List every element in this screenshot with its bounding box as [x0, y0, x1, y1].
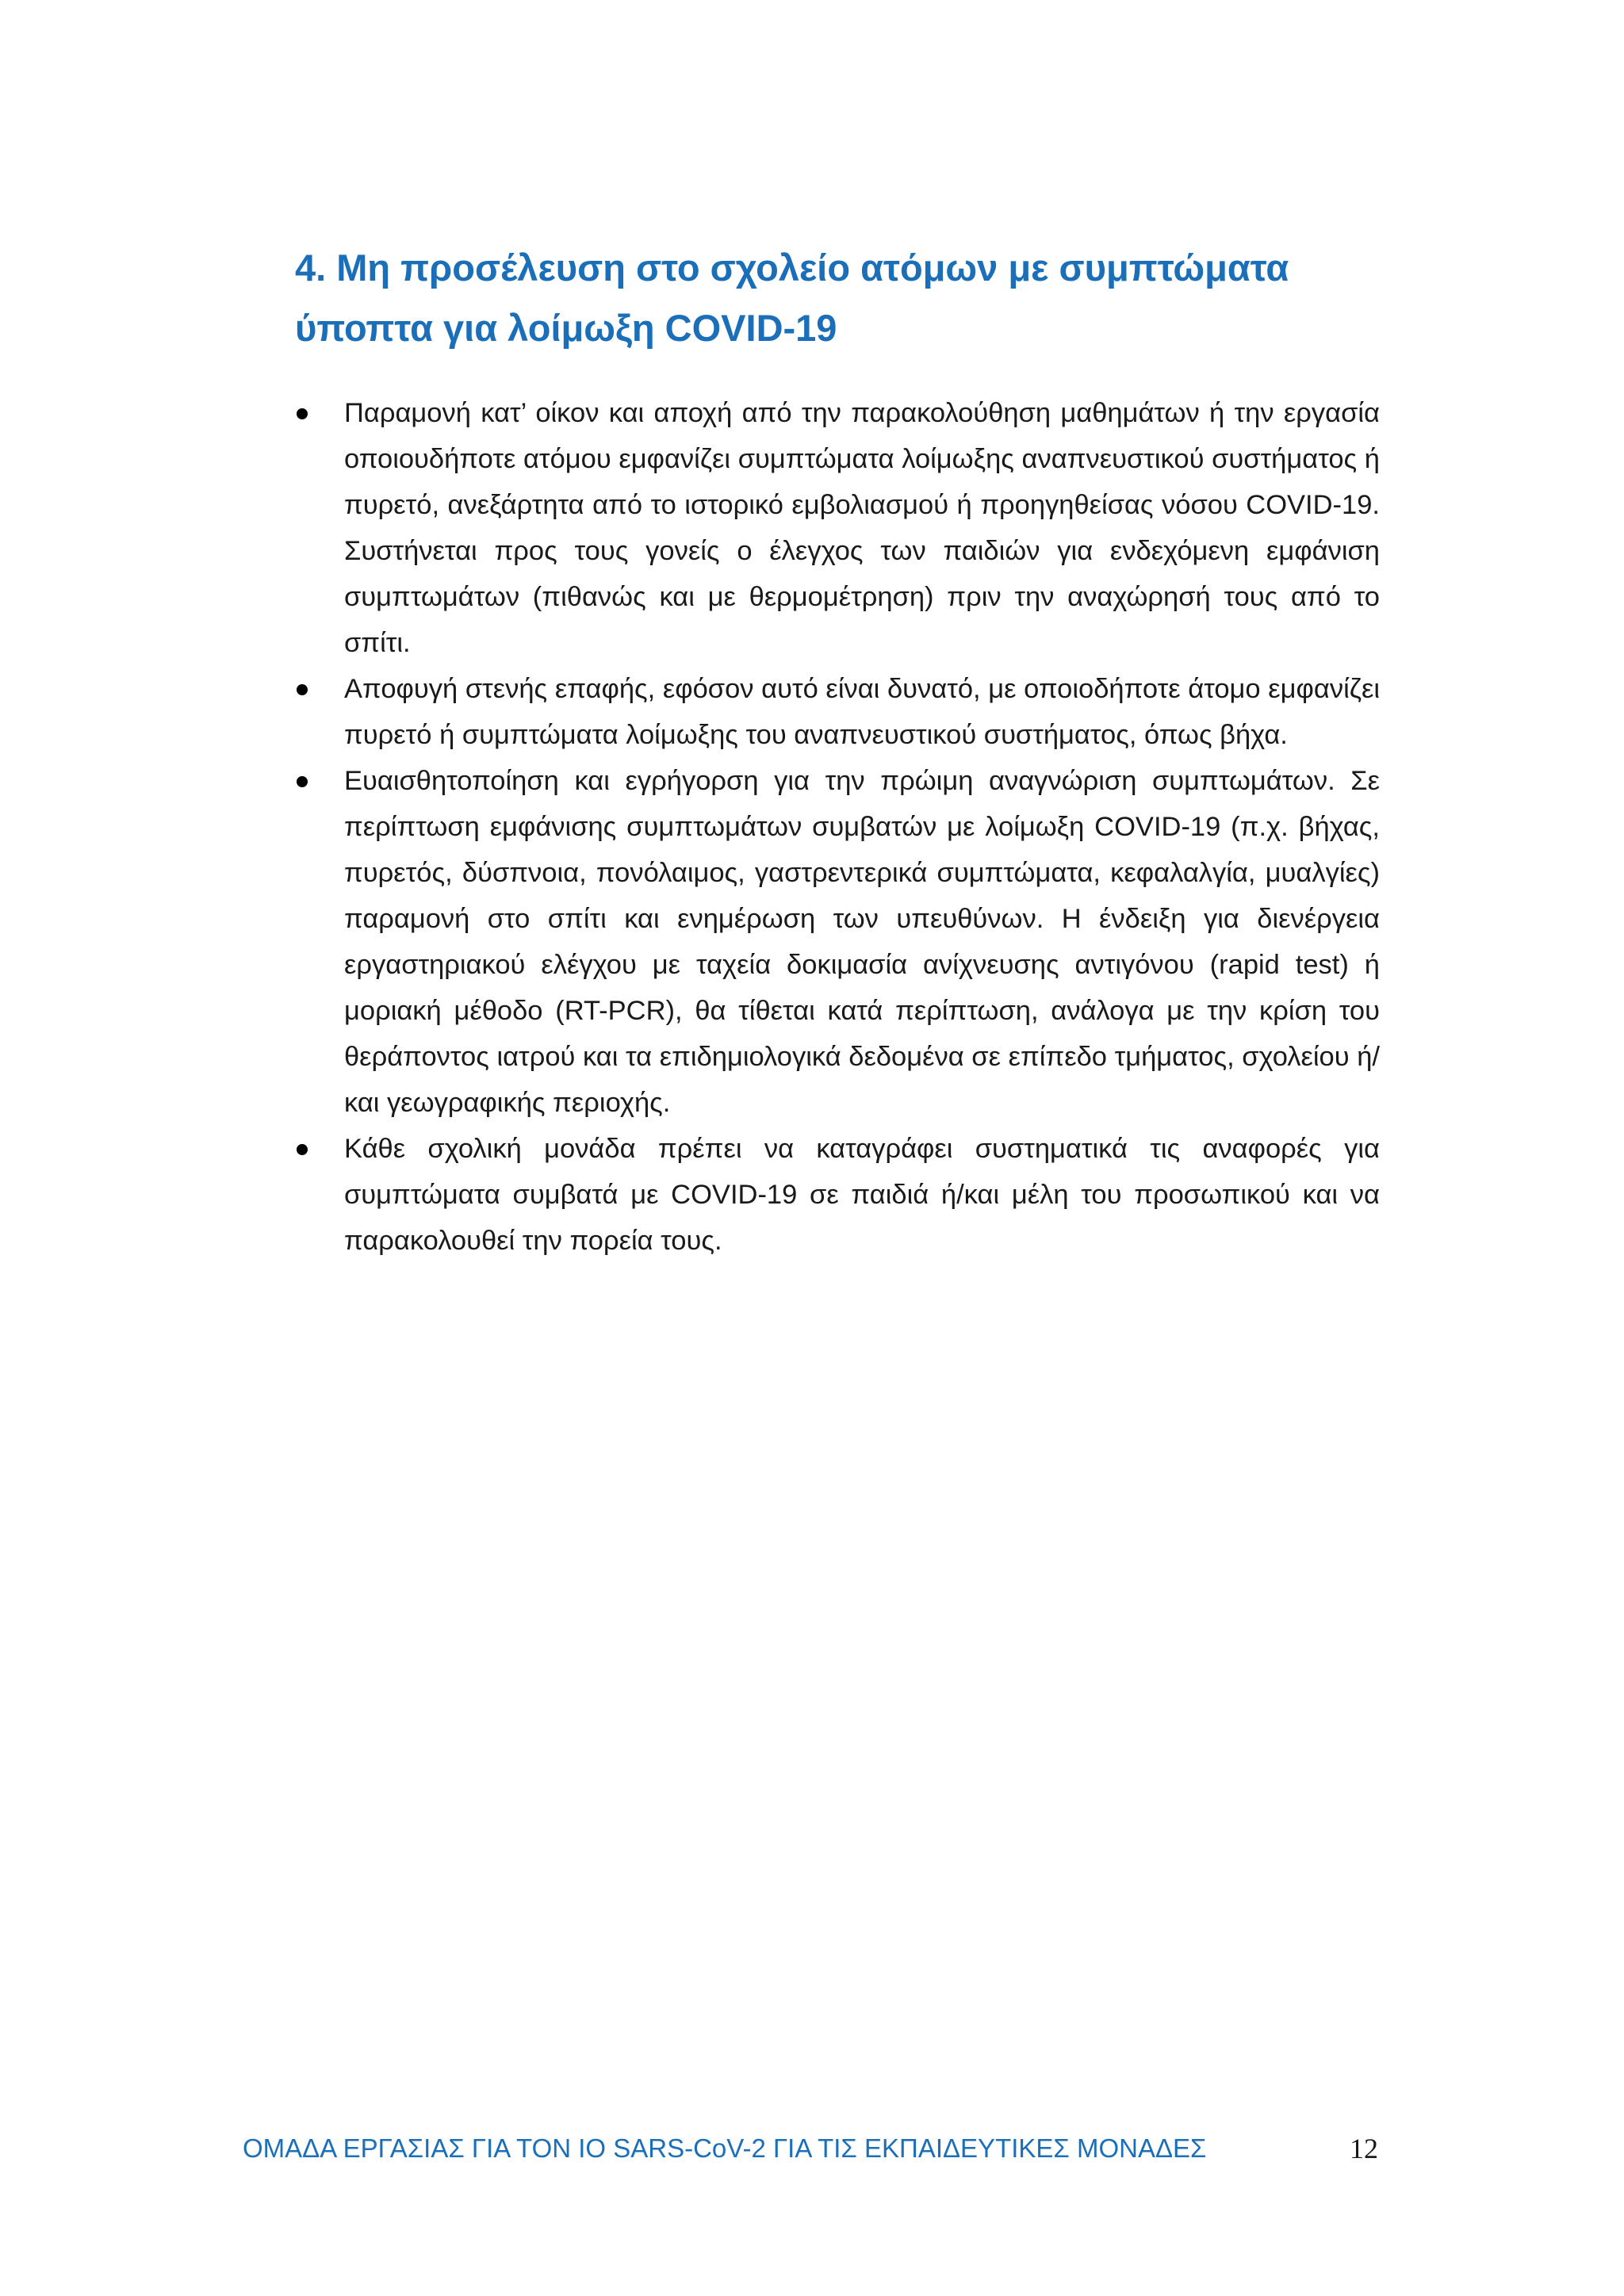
list-item	[295, 666, 1380, 758]
list-item-text: Παραμονή κατ’ οίκον και αποχή από την παρακολούθηση μαθημάτων ή την εργασία οποιουδήποτε ατόμου εμφανίζει συμπτώματα λοίμωξης αναπνευστικού συστήματος ή πυρετό, ανεξάρτητα από το ιστορικό εμβολιασμού ή προηγηθείσας νόσου COVID-19. Συστήνεται προς τους γονείς ο έλεγχος των παιδιών για ενδεχόμενη εμφάνιση συμπτωμάτων (πιθανώς και με θερμομέτρηση) πριν την αναχώρησή τους από το σπίτι.	[344, 398, 1380, 658]
footer-text: ΟΜΑΔΑ ΕΡΓΑΣΙΑΣ ΓΙΑ ΤΟΝ ΙΟ SARS-CoV-2 ΓΙΑ ΤΙΣ ΕΚΠΑΙΔΕΥΤΙΚΕΣ ΜΟΝΑΔΕΣ	[243, 2133, 1207, 2163]
page-footer	[243, 2125, 1385, 2172]
page-number: 12	[1350, 2133, 1378, 2164]
list-item	[295, 390, 1380, 666]
list-item	[295, 758, 1380, 1126]
list-item-text: Ευαισθητοποίηση και εγρήγορση για την πρώιμη αναγνώριση συμπτωμάτων. Σε περίπτωση εμφάνισης συμπτωμάτων συμβατών με λοίμωξη COVID-19 (π.χ. βήχας, πυρετός, δύσπνοια, πονόλαιμος, γαστρεντερικά συμπτώματα, κεφαλαλγία, μυαλγίες) παραμονή στο σπίτι και ενημέρωση των υπευθύνων. Η ένδειξη για διενέργεια εργαστηριακού ελέγχου με ταχεία δοκιμασία ανίχνευσης αντιγόνου (rapid test) ή μοριακή μέθοδο (RT-PCR), θα τίθεται κατά περίπτωση, ανάλογα με την κρίση του θεράποντος ιατρού και τα επιδημιολογικά δεδομένα σε επίπεδο τμήματος, σχολείου ή/και γεωγραφικής περιοχής.	[344, 766, 1380, 1118]
bullet-icon	[297, 1144, 308, 1155]
bullet-icon	[297, 408, 308, 419]
list-item-text: Κάθε σχολική μονάδα πρέπει να καταγράφει συστηματικά τις αναφορές για συμπτώματα συμβατά με COVID-19 σε παιδιά ή/και μέλη του προσωπικού και να παρακολουθεί την πορεία τους.	[344, 1134, 1380, 1256]
list-item-text: Αποφυγή στενής επαφής, εφόσον αυτό είναι δυνατό, με οποιοδήποτε άτομο εμφανίζει πυρετό ή συμπτώματα λοίμωξης του αναπνευστικού συστήματος, όπως βήχα.	[344, 674, 1380, 750]
bullet-icon	[297, 776, 308, 787]
list-item	[295, 1126, 1380, 1264]
section-heading: 4. Μη προσέλευση στο σχολείο ατόμων με συμπτώματα ύποπτα για λοίμωξη COVID-19	[295, 247, 1289, 349]
bullet-list	[295, 390, 1380, 1264]
bullet-icon	[297, 684, 308, 695]
